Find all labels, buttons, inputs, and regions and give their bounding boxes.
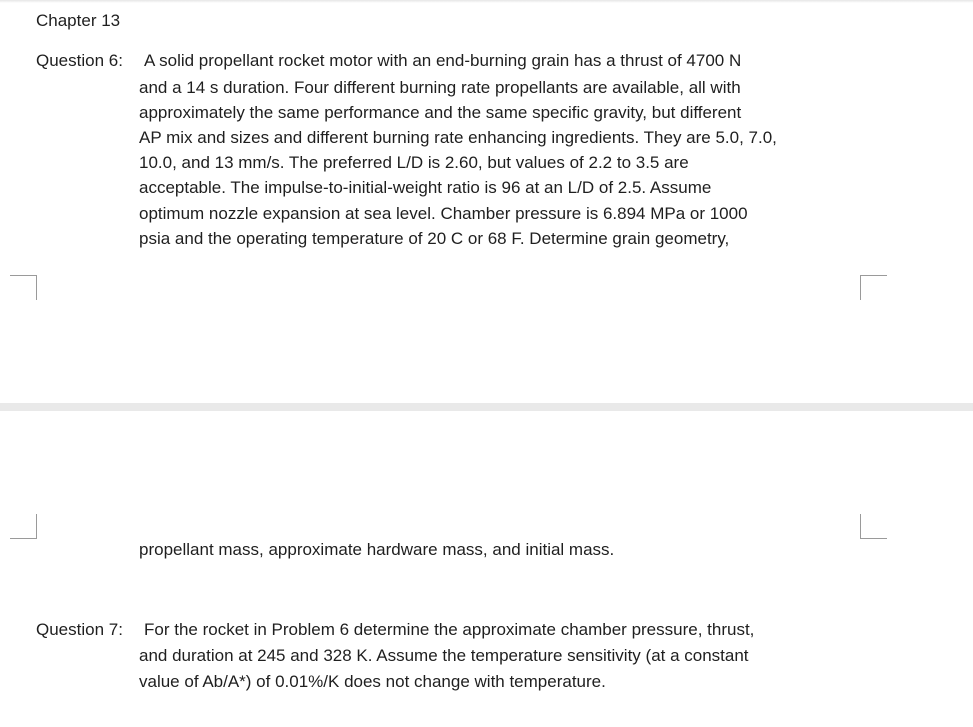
question-7-line: value of Ab/A*) of 0.01%/K does not change with temperature.: [139, 672, 606, 691]
question-7-first-line: For the rocket in Problem 6 determine the approximate chamber pressure, thrust,: [144, 620, 755, 639]
question-6-line: 10.0, and 13 mm/s. The preferred L/D is 2.60, but values of 2.2 to 3.5 are: [139, 153, 689, 172]
question-6-continuation: propellant mass, approximate hardware mass, and initial mass.: [139, 540, 615, 559]
page-margin-mark-left: [10, 514, 37, 539]
page-break: [0, 403, 973, 411]
question-6-line: psia and the operating temperature of 20 C or 68 F. Determine grain geometry,: [139, 229, 730, 248]
question-7-label: Question 7:: [36, 620, 123, 639]
page-margin-mark-left: [10, 275, 37, 300]
chapter-heading: Chapter 13: [36, 11, 121, 30]
question-6-line: approximately the same performance and the same specific gravity, but different: [139, 103, 742, 122]
question-6-line: and a 14 s duration. Four different burning rate propellants are available, all with: [139, 78, 741, 97]
page-margin-mark-right: [860, 514, 887, 539]
question-6-line: acceptable. The impulse-to-initial-weight ratio is 96 at an L/D of 2.5. Assume: [139, 178, 712, 197]
page-top-shadow: [0, 0, 973, 3]
question-6-label: Question 6:: [36, 51, 123, 70]
question-7-line: and duration at 245 and 328 K. Assume the temperature sensitivity (at a constant: [139, 646, 749, 665]
question-6-line: optimum nozzle expansion at sea level. Chamber pressure is 6.894 MPa or 1000: [139, 204, 748, 223]
page-margin-mark-right: [860, 275, 887, 300]
question-6-line: AP mix and sizes and different burning rate enhancing ingredients. They are 5.0, 7.0,: [139, 128, 777, 147]
question-6-first-line: A solid propellant rocket motor with an end-burning grain has a thrust of 4700 N: [144, 51, 742, 70]
